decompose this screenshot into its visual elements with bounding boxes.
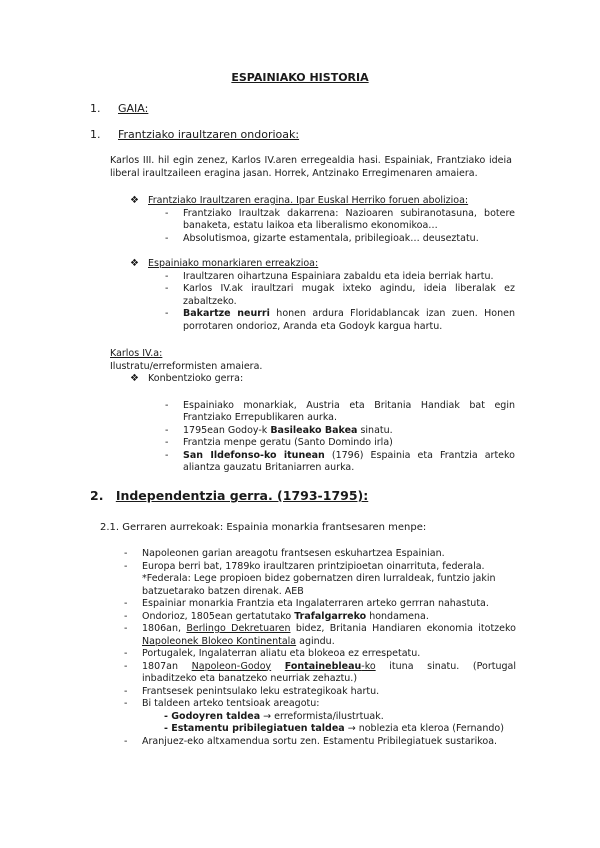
note-federala: *Federala: Lege propioen bidez gobernatzen diren lurraldeak, funtzio jakin batzuetarako batzen direnak. AEB [142,573,496,597]
group-godoy: - Godoyren taldea → erreformista/ilustrtuak. [164,710,384,722]
karlos-line: Ilustratu/erreformisten amaiera. [110,360,263,372]
list-item: - Iraultzaren oihartzuna Espainiara zabaldu eta ideia berriak hartu. [165,270,494,282]
section-independentzia [90,490,368,503]
subsection-heading: Espainiako monarkiaren erreakzioa: [148,258,319,269]
section-label: Independentzia gerra. (1793-1795): [115,488,369,503]
subsection-2-1: 2.1. Gerraren aurrekoak: Espainia monarkia frantsesaren menpe: [100,522,427,533]
section-label: Frantziako iraultzaren ondorioak: [118,128,300,141]
list-item: - Napoleonen garian areagotu frantsesen eskuhartzea Espainian. [124,548,445,559]
list-item: - Bi taldeen arteko tentsioak areagotu: [124,698,320,709]
subsection-heading: Frantziako Iraultzaren eragina. Ipar Euskal Herriko foruen abolizioa: [148,195,469,206]
list-item: - Frantzia menpe geratu (Santo Domindo irla) [165,437,393,448]
list-item: - San Ildefonso-ko itunean (1796) Espainia eta Frantzia arteko aliantza gauzatu Britaniarren aurka. [165,449,515,473]
diamond-bullet-icon: ❖ [130,195,139,206]
list-item: - Ondorioz, 1805ean gertatutako Trafalgarreko hondamena. [124,610,429,622]
list-item: - Bakartze neurri honen ardura Floridablancak izan zuen. Honen porrotaren ondorioz, Aranda eta Godoyk kargua hartu. [165,308,516,332]
list-item: - Absolutismoa, gizarte estamentala, pribilegioak… deuseztatu. [165,232,479,244]
list-item: - Espainiako monarkiak, Austria eta Britania Handiak bat egin Frantziako Errepublikaren aurka. [165,399,515,423]
subsection-frantziako-eragina [130,195,515,245]
section-number: 2. [90,488,104,503]
list-item: - Frantsesek penintsulako leku estrategikoak hartu. [124,685,380,697]
gerra-heading: Konbentzioko gerra: [148,373,244,384]
list-item: - Karlos IV.ak iraultzari mugak ixteko agindu, ideia liberalak ez zabaltzeko. [165,283,515,307]
list-item: - Frantziako Iraultzak dakarrena: Nazioaren subiranotasuna, botere banaketa, estatu laikoa eta liberalismo ekonomikoa… [165,207,515,231]
list-item: - Europa berri bat, 1789ko iraultzaren printzipioetan oinarrituta, federala. [124,560,485,572]
karlos-section [110,348,515,475]
section-gaia [90,103,148,116]
karlos-heading: Karlos IV.a: [110,348,163,359]
list-gerraren-aurrekoak [124,548,516,748]
list-item: - Portugalek, Ingalaterran aliatu eta blokeoa ez errespetatu. [124,648,421,659]
intro-paragraph: Karlos III. hil egin zenez, Karlos IV.aren erregealdia hasi. Espainiak, Frantziako ideia liberal iraultzaileen eragina jasan. Horrek, Antzinako Erregimenaren amaiera. [110,155,512,179]
document-title: ESPAINIAKO HISTORIA [231,71,369,84]
list-item: - Aranjuez-eko altxamendua sortu zen. Estamentu Pribilegiatuek sustarikoa. [124,735,498,747]
section-number: 1. [90,102,101,115]
subsection-monarkia-erreakzioa [130,258,515,333]
list-item: - 1806an, Berlingo Dekretuaren bidez, Britania Handiaren ekonomia itotzeko Napoleonek Blokeo Kontinentala agindu. [124,623,516,647]
section-label: GAIA: [118,102,149,115]
section-frantziako [90,129,299,142]
group-estamentu: - Estamentu pribilegiatuen taldea → noblezia eta kleroa (Fernando) [164,723,504,734]
list-item: - 1795ean Godoy-k Basileako Bakea sinatu. [165,424,393,436]
section-number: 1. [90,128,101,141]
list-item: - 1807an Napoleon-Godoy Fontainebleau-ko ituna sinatu. (Portugal inbaditzeko eta banatzeko neurriak zehaztu.) [124,660,516,684]
diamond-bullet-icon: ❖ [130,373,139,384]
list-item: - Espainiar monarkia Frantzia eta Ingalaterraren arteko gerrran nahastuta. [124,598,489,609]
diamond-bullet-icon: ❖ [130,258,139,269]
